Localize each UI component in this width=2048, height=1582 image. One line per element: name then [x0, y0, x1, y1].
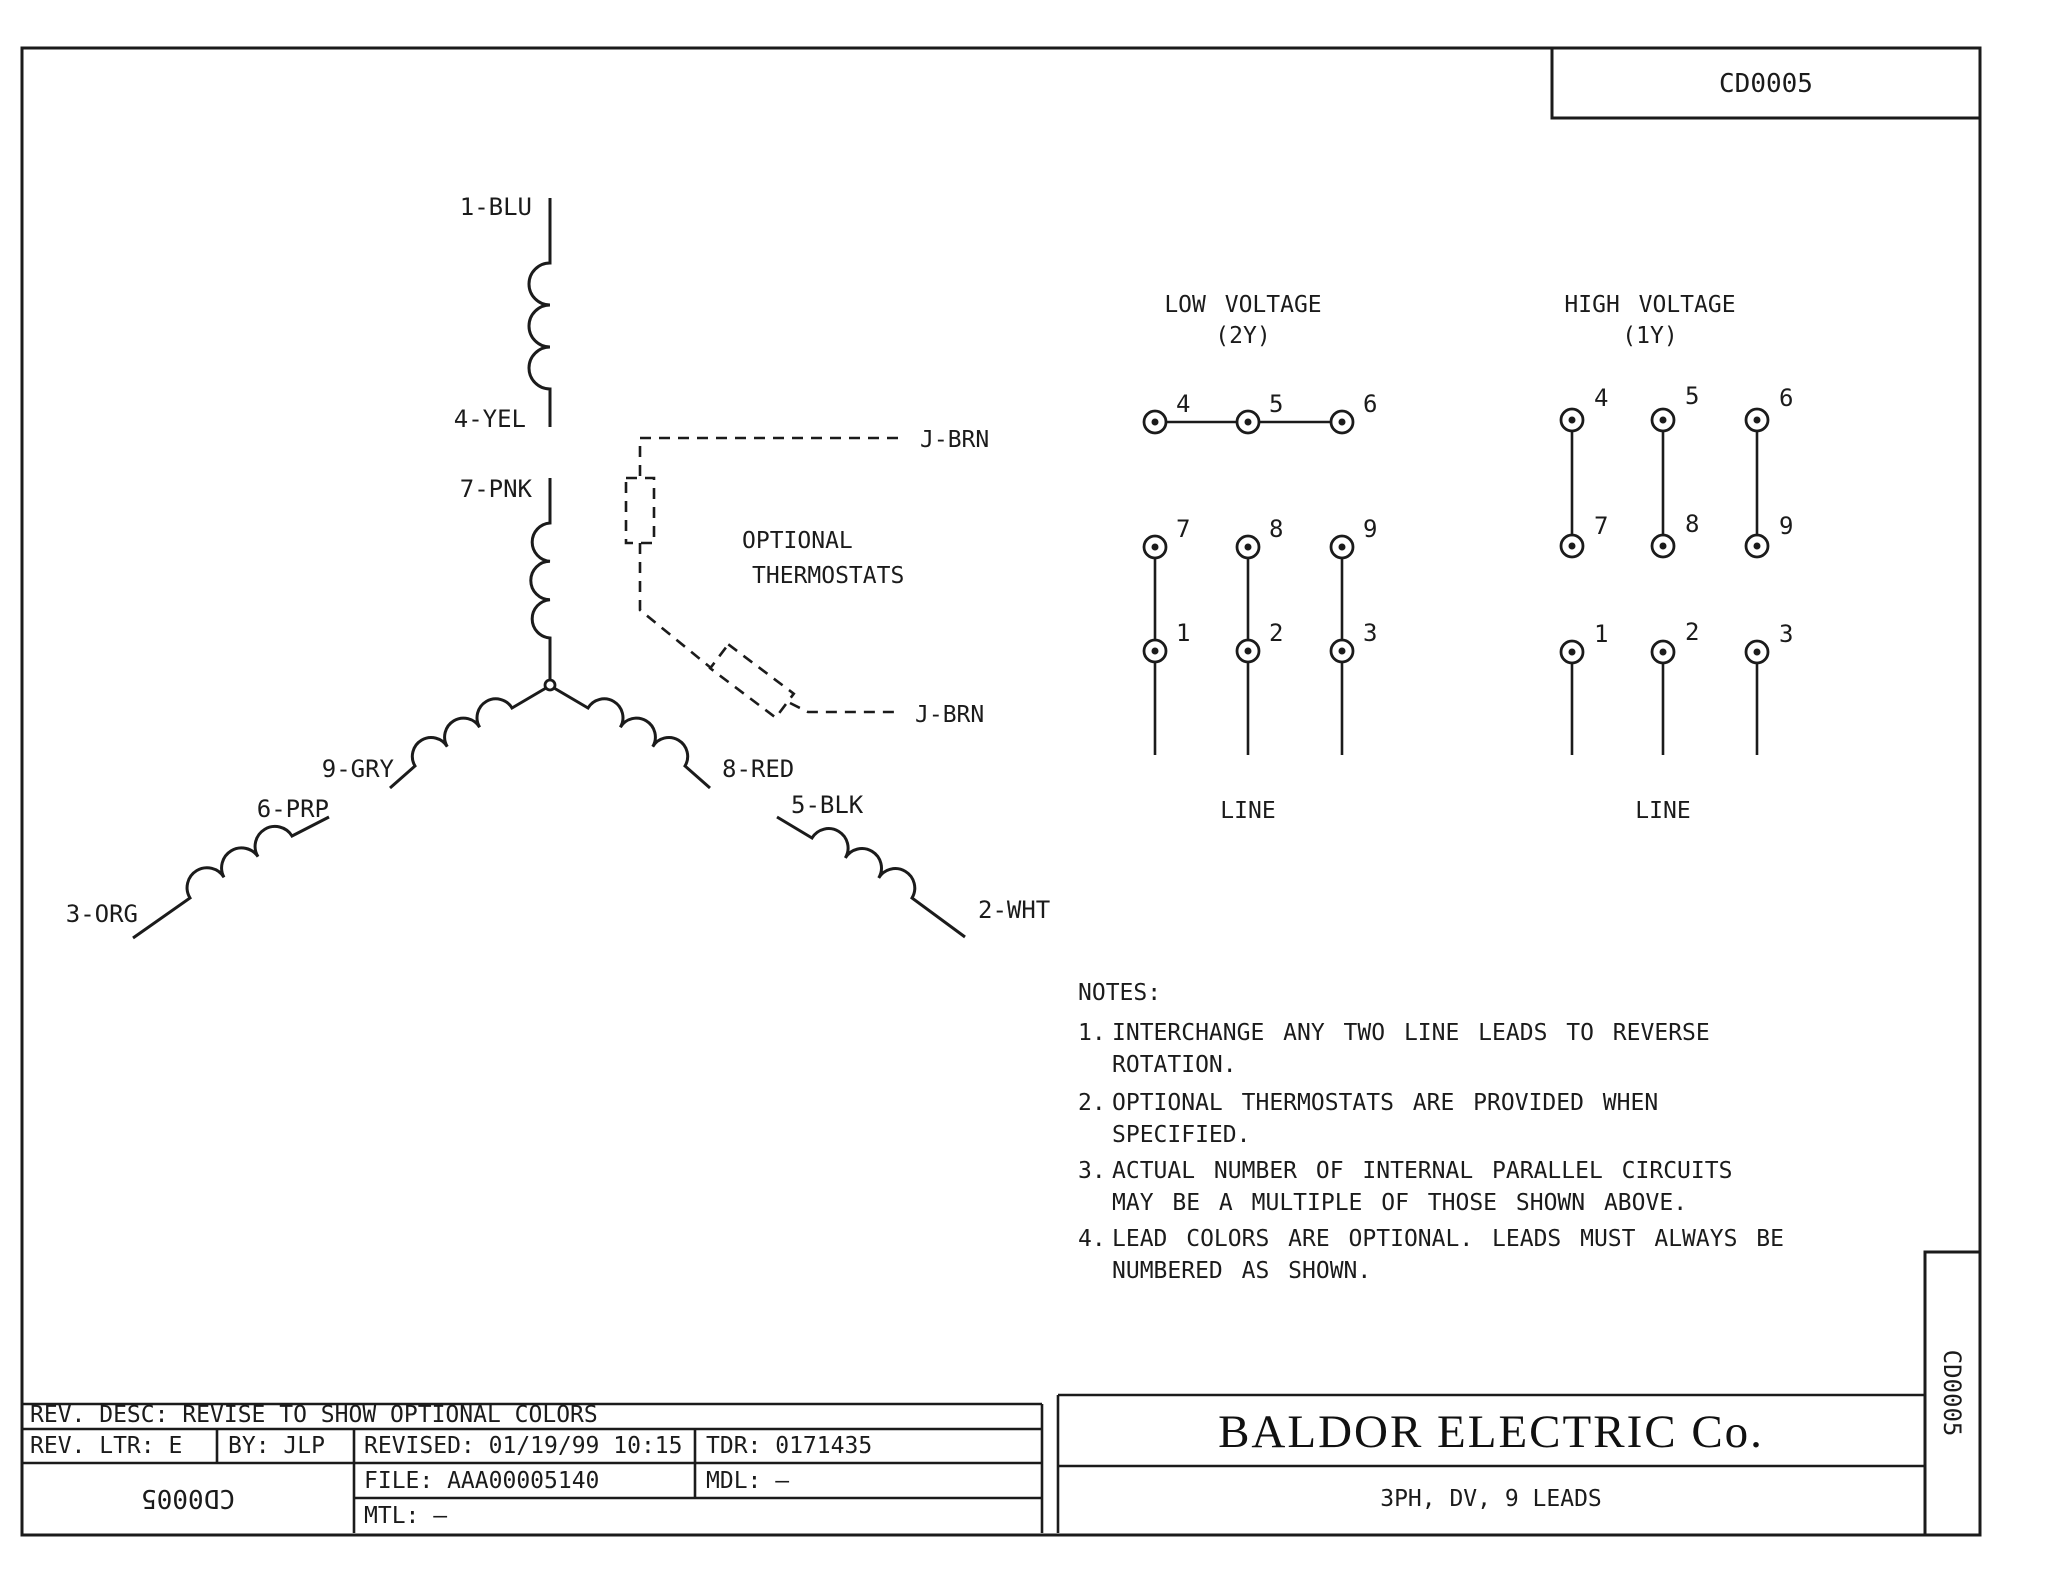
outer-border	[22, 48, 1980, 1535]
thermostat-caption-line2: THERMOSTATS	[752, 563, 905, 589]
winding-coil-8	[554, 688, 710, 788]
note-number: 1.	[1078, 1020, 1106, 1046]
notes-heading: NOTES:	[1078, 980, 1162, 1006]
file-cell: FILE: AAA00005140	[364, 1468, 600, 1494]
thermostat-lead-top-wire	[640, 438, 898, 478]
terminal-number: 5	[1685, 382, 1700, 410]
star-point-junction	[545, 680, 555, 690]
high-voltage-title: HIGH VOLTAGE	[1564, 292, 1736, 318]
note-number: 2.	[1078, 1090, 1106, 1116]
winding-coil-6-3	[133, 817, 329, 938]
thermostat-lead-bottom-label: J-BRN	[915, 702, 985, 728]
revised-cell: REVISED: 01/19/99 10:15	[364, 1433, 683, 1459]
terminal-number: 5	[1269, 390, 1284, 418]
low-voltage-title: LOW VOLTAGE	[1164, 292, 1322, 318]
terminal-number: 9	[1779, 512, 1794, 540]
lead-label-6-prp: 6-PRP	[256, 795, 329, 823]
terminal-number: 1	[1594, 620, 1609, 648]
lead-label-4-yel: 4-YEL	[453, 405, 526, 433]
low-voltage-diagram	[1144, 292, 1377, 824]
terminal-number: 4	[1594, 384, 1609, 412]
rev-ltr-cell: REV. LTR: E	[30, 1433, 183, 1459]
lead-label-5-blk: 5-BLK	[791, 791, 864, 819]
lead-label-7-pnk: 7-PNK	[459, 475, 532, 503]
rev-desc-cell: REV. DESC: REVISE TO SHOW OPTIONAL COLORS	[30, 1402, 598, 1428]
terminal-number: 6	[1779, 384, 1794, 412]
low-voltage-line-label: LINE	[1220, 798, 1276, 824]
lead-label-9-gry: 9-GRY	[321, 755, 394, 783]
tdr-cell: TDR: 0171435	[706, 1433, 873, 1459]
terminal-number: 3	[1779, 620, 1794, 648]
note-text: SPECIFIED.	[1112, 1122, 1251, 1148]
product-description: 3PH, DV, 9 LEADS	[1380, 1486, 1602, 1512]
thermostat-caption-line1: OPTIONAL	[742, 528, 853, 554]
winding-coil-1-4	[529, 198, 550, 427]
title-block	[22, 1395, 1925, 1533]
notes-section	[1078, 980, 1784, 1284]
thermostat-link-wire	[640, 543, 711, 668]
company-name: BALDOR ELECTRIC Co.	[1218, 1406, 1764, 1458]
terminal-number: 4	[1176, 390, 1191, 418]
corner-doc-number: CD0005	[1719, 69, 1813, 99]
note-text: ACTUAL NUMBER OF INTERNAL PARALLEL CIRCUITS	[1112, 1158, 1733, 1184]
side-stamp-text: CD0005	[1938, 1349, 1966, 1437]
note-text: OPTIONAL THERMOSTATS ARE PROVIDED WHEN	[1112, 1090, 1659, 1116]
terminal-number: 8	[1685, 510, 1700, 538]
title-stamp-rotated: CD0005	[141, 1483, 235, 1513]
note-text: NUMBERED AS SHOWN.	[1112, 1258, 1372, 1284]
terminal-number: 2	[1685, 618, 1700, 646]
terminal-number: 3	[1363, 619, 1378, 647]
terminal-number: 8	[1269, 515, 1284, 543]
terminal-number: 1	[1176, 619, 1191, 647]
terminal-number: 2	[1269, 619, 1284, 647]
note-text: INTERCHANGE ANY TWO LINE LEADS TO REVERSE	[1112, 1020, 1710, 1046]
terminal-number: 9	[1363, 515, 1378, 543]
mtl-cell: MTL: –	[364, 1503, 448, 1529]
terminal-number: 6	[1363, 390, 1378, 418]
by-cell: BY: JLP	[228, 1433, 325, 1459]
thermostat-1	[626, 478, 654, 543]
low-voltage-subtitle: (2Y)	[1215, 323, 1271, 349]
thermostat-lead-bottom-wire	[790, 703, 895, 712]
winding-coil-7	[531, 478, 550, 680]
note-text: ROTATION.	[1112, 1052, 1237, 1078]
note-number: 3.	[1078, 1158, 1106, 1184]
thermostat-2	[710, 644, 794, 717]
lead-label-2-wht: 2-WHT	[978, 896, 1051, 924]
winding-coil-5-2	[777, 817, 965, 937]
terminal-number: 7	[1594, 512, 1609, 540]
lead-label-8-red: 8-RED	[722, 755, 795, 783]
winding-coil-9	[390, 688, 546, 788]
note-number: 4.	[1078, 1226, 1106, 1252]
terminal-number: 7	[1176, 515, 1191, 543]
high-voltage-terminals	[1561, 409, 1768, 663]
thermostat-circuit	[626, 427, 989, 728]
note-text: MAY BE A MULTIPLE OF THOSE SHOWN ABOVE.	[1112, 1190, 1688, 1216]
high-voltage-line-label: LINE	[1635, 798, 1691, 824]
drawing-border	[22, 48, 1980, 1535]
high-voltage-diagram	[1561, 292, 1793, 824]
lead-label-3-org: 3-ORG	[65, 900, 138, 928]
mdl-cell: MDL: –	[706, 1468, 790, 1494]
lead-label-1-blu: 1-BLU	[459, 193, 532, 221]
high-voltage-subtitle: (1Y)	[1622, 323, 1678, 349]
thermostat-lead-top-label: J-BRN	[920, 427, 990, 453]
note-text: LEAD COLORS ARE OPTIONAL. LEADS MUST ALWAYS BE	[1112, 1226, 1784, 1252]
